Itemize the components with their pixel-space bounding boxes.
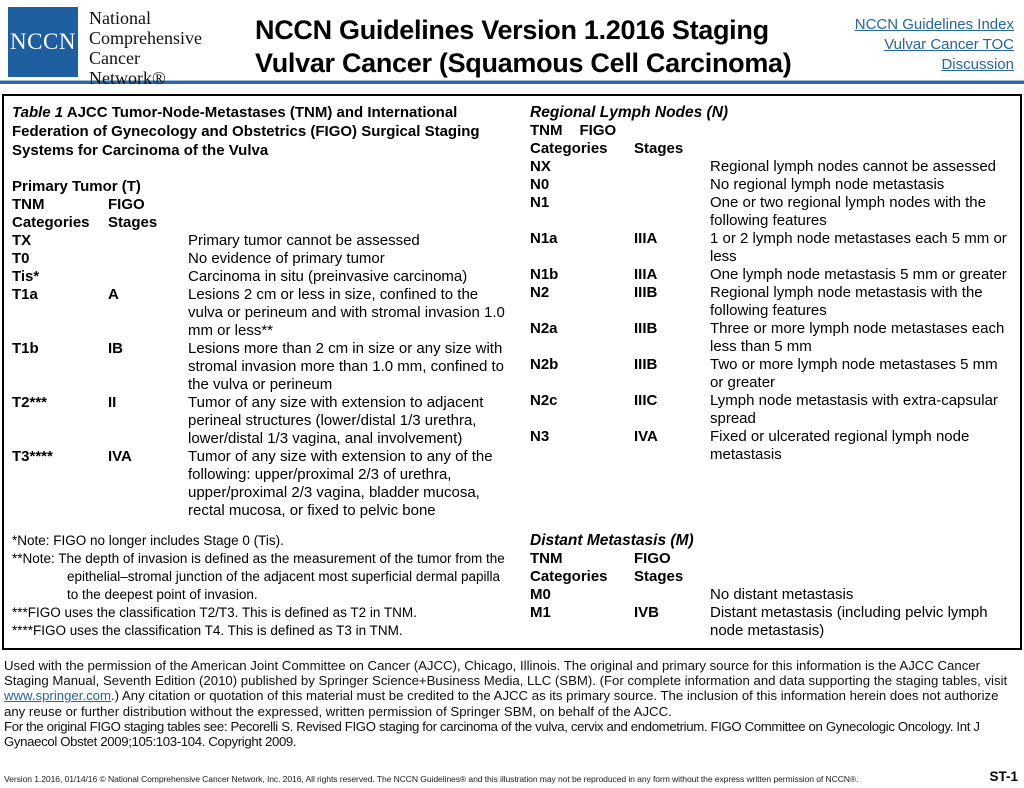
figo-stage: IIIB: [634, 356, 658, 373]
table-row: [12, 268, 514, 286]
row-description: No evidence of primary tumor: [188, 250, 385, 267]
tnm-category: T0: [12, 250, 30, 267]
col-header-stages: Stages: [634, 568, 684, 585]
page-header: [0, 0, 1024, 88]
column-header-row: [530, 122, 1012, 140]
table-row: [12, 340, 514, 394]
regional-nodes-rows: [530, 158, 1012, 464]
page-title-line2: Vulvar Cancer (Squamous Cell Carcinoma): [255, 48, 792, 78]
section-heading-regional-nodes: Regional Lymph Nodes (N): [530, 104, 729, 121]
tnm-category: N3: [530, 428, 550, 445]
col-header-categories: Categories: [530, 568, 608, 585]
distant-metastasis-section: [530, 531, 1012, 640]
nccn-logo-text: NCCN: [10, 29, 76, 54]
tnm-category: N2a: [530, 320, 558, 337]
col-header-categories: Categories: [12, 214, 90, 231]
figo-stage: IVB: [634, 604, 660, 621]
footnote-2: **Note: The depth of invasion is defined as the measurement of the tumor from the epithelial–stromal junction of the adjacent most superficial dermal papilla to the deepest point of invasion.: [12, 551, 505, 602]
permissions-footer: [0, 650, 1024, 749]
col-header-categories: Categories: [530, 140, 608, 157]
tnm-category: T3****: [12, 448, 53, 465]
footnote-4: ****FIGO uses the classification T4. This is defined as T3 in TNM.: [12, 623, 403, 638]
section-heading-primary-tumor: Primary Tumor (T): [12, 178, 141, 195]
column-header-row: [530, 550, 1012, 586]
footnote-1: *Note: FIGO no longer includes Stage 0 (Tis).: [12, 533, 284, 548]
table-row: [530, 284, 1012, 320]
figo-stage: IIIC: [634, 392, 658, 409]
table-row: [530, 158, 1012, 176]
table-row: [12, 394, 514, 448]
figo-stage: [634, 158, 710, 176]
tnm-category: N1a: [530, 230, 558, 247]
table-row: [530, 176, 1012, 194]
staging-table: [2, 94, 1022, 650]
tnm-category: N1: [530, 194, 550, 211]
row-description: Two or more lymph node metastases 5 mm or greater: [710, 356, 998, 391]
header-link[interactable]: NCCN Guidelines Index: [854, 16, 1014, 33]
table-row: [530, 194, 1012, 230]
figo-stage: IVA: [634, 428, 658, 445]
figo-stage: [108, 268, 188, 286]
figo-stage: IB: [108, 340, 123, 357]
tnm-category: T1a: [12, 286, 38, 303]
header-link[interactable]: Vulvar Cancer TOC: [884, 36, 1014, 53]
figo-stage: A: [108, 286, 119, 303]
figo-stage: II: [108, 394, 117, 411]
row-description: Primary tumor cannot be assessed: [188, 232, 420, 249]
tnm-category: T2***: [12, 394, 48, 411]
tnm-category: N0: [530, 176, 550, 193]
tnm-category: T1b: [12, 340, 39, 357]
org-name-line: National: [89, 8, 151, 28]
table-row: [530, 356, 1012, 392]
row-description: Lymph node metastasis with extra-capsular spread: [710, 392, 998, 427]
col-header-figo: FIGO: [579, 122, 617, 139]
footnotes: [12, 532, 514, 640]
staging-table-left-column: [12, 103, 514, 640]
table-row: [12, 448, 514, 520]
primary-tumor-rows: [12, 232, 514, 520]
springer-link[interactable]: www.springer.com: [4, 688, 111, 704]
table-title: [12, 103, 504, 160]
table-row: [530, 392, 1012, 428]
table-row: [12, 286, 514, 340]
col-header-tnm: TNM: [530, 122, 563, 139]
col-header-tnm: TNM: [12, 196, 45, 213]
table-row: [530, 586, 1012, 604]
row-description: No distant metastasis: [710, 586, 854, 603]
org-name-line: Cancer: [89, 48, 140, 68]
row-description: Distant metastasis (including pelvic lymph node metastasis): [710, 604, 988, 639]
row-description: Regional lymph node metastasis with the following features: [710, 284, 983, 319]
section-heading-distant-metastasis: Distant Metastasis (M): [530, 532, 694, 549]
row-description: No regional lymph node metastasis: [710, 176, 945, 193]
row-description: Regional lymph nodes cannot be assessed: [710, 158, 997, 175]
col-header-stages: Stages: [634, 140, 684, 157]
footnote-3: ***FIGO uses the classification T2/T3. This is defined as T2 in TNM.: [12, 605, 417, 620]
row-description: Lesions 2 cm or less in size, confined to the vulva or perineum and with stromal invasion 1.0 mm or less**: [188, 286, 505, 339]
figo-stage: [634, 194, 710, 230]
figo-stage: [634, 586, 710, 604]
page-bottom-bar: [0, 769, 1024, 786]
figo-stage: IVA: [108, 448, 132, 465]
tnm-category: N2: [530, 284, 550, 301]
row-description: Lesions more than 2 cm in size or any size with stromal invasion more than 1.0 mm, confined to the vulva or perineum: [188, 340, 504, 393]
header-nav-links: [855, 7, 1014, 75]
figo-stage: IIIB: [634, 284, 658, 301]
table-row: [530, 604, 1012, 640]
header-link[interactable]: Discussion: [941, 56, 1014, 73]
tnm-category: M1: [530, 604, 551, 621]
row-description: Tumor of any size with extension to adjacent perineal structures (lower/distal 1/3 urethra, lower/distal 1/3 vagina, anal involvement): [188, 394, 484, 447]
staging-table-right-column: [530, 103, 1012, 640]
tnm-category: TX: [12, 232, 32, 249]
distant-metastasis-rows: [530, 586, 1012, 640]
page-title-line1: NCCN Guidelines Version 1.2016 Staging: [255, 15, 769, 45]
permission-text-after: .) Any citation or quotation of this material must be credited to the AJCC as its primary source. The inclusion of this information herein does not authorize any reuse or further distribution without the expressed, written permission of Springer SBM, on behalf of the AJCC.: [4, 688, 999, 719]
ajcc-permission-paragraph: [4, 658, 1020, 719]
col-header-stages: Stages: [108, 214, 158, 231]
figo-stage: [108, 250, 188, 268]
table-title-label: Table 1: [12, 104, 64, 121]
page-title: [255, 7, 791, 80]
table-row: [12, 250, 514, 268]
table-row: [12, 232, 514, 250]
row-description: Tumor of any size with extension to any of the following: upper/proximal 2/3 of urethra, upper/proximal 2/3 vagina, bladder mucosa, rectal mucosa, or fixed to pelvic bone: [188, 448, 493, 519]
page-number: ST-1: [989, 769, 1018, 784]
tnm-category: N1b: [530, 266, 559, 283]
row-description: Carcinoma in situ (preinvasive carcinoma): [188, 268, 468, 285]
column-header-row: [12, 196, 514, 232]
figo-stage: IIIA: [634, 230, 658, 247]
col-header-figo: FIGO: [108, 196, 145, 213]
tnm-category: N2b: [530, 356, 559, 373]
col-header-tnm: TNM: [530, 550, 563, 567]
table-title-text: AJCC Tumor-Node-Metastases (TNM) and International Federation of Gynecology and Obstetrics (FIGO) Surgical Staging Systems for Carcinoma of the Vulva: [12, 104, 480, 159]
version-copyright-text: Version 1.2016, 01/14/16 © National Comprehensive Cancer Network, Inc. 2016, All rights reserved. The NCCN Guidelines® and this illustration may not be reproduced in any form without the express written permission of NCCN®.: [4, 774, 859, 784]
figo-stage: IIIB: [634, 320, 658, 337]
org-name: [89, 7, 229, 88]
figo-stage: IIIA: [634, 266, 658, 283]
table-row: [530, 428, 1012, 464]
figo-citation-paragraph: For the original FIGO staging tables see: Pecorelli S. Revised FIGO staging for carcinoma of the vulva, cervix and endometrium. FIGO Committee on Gynecologic Oncology. Int J Gynaecol Obstet 2009;105:103-104. Copyright 2009.: [4, 718, 980, 750]
row-description: Three or more lymph node metastases each less than 5 mm: [710, 320, 1005, 355]
org-name-line: Comprehensive: [89, 28, 202, 48]
tnm-category: M0: [530, 586, 551, 603]
nccn-logo: [8, 7, 78, 77]
table-row: [530, 266, 1012, 284]
org-name-line: Network®: [89, 68, 166, 88]
permission-text-before: Used with the permission of the American Joint Committee on Cancer (AJCC), Chicago, Illinois. The original and primary source for this information is the AJCC Cancer Staging Manual, Seventh Edition (2010) published by Springer Science+Business Media, LLC (SBM). (For complete information and data supporting the staging tables, visit: [4, 658, 1008, 689]
row-description: Fixed or ulcerated regional lymph node metastasis: [710, 428, 970, 463]
row-description: One lymph node metastasis 5 mm or greater: [710, 266, 1007, 283]
row-description: One or two regional lymph nodes with the following features: [710, 194, 986, 229]
row-description: 1 or 2 lymph node metastases each 5 mm or less: [710, 230, 1007, 265]
col-header-figo: FIGO: [634, 550, 671, 567]
tnm-category: NX: [530, 158, 551, 175]
figo-stage: [108, 232, 188, 250]
table-row: [530, 320, 1012, 356]
column-header-row: [530, 140, 1012, 158]
table-row: [530, 230, 1012, 266]
tnm-category: N2c: [530, 392, 558, 409]
tnm-category: Tis*: [12, 268, 40, 285]
figo-stage: [634, 176, 710, 194]
